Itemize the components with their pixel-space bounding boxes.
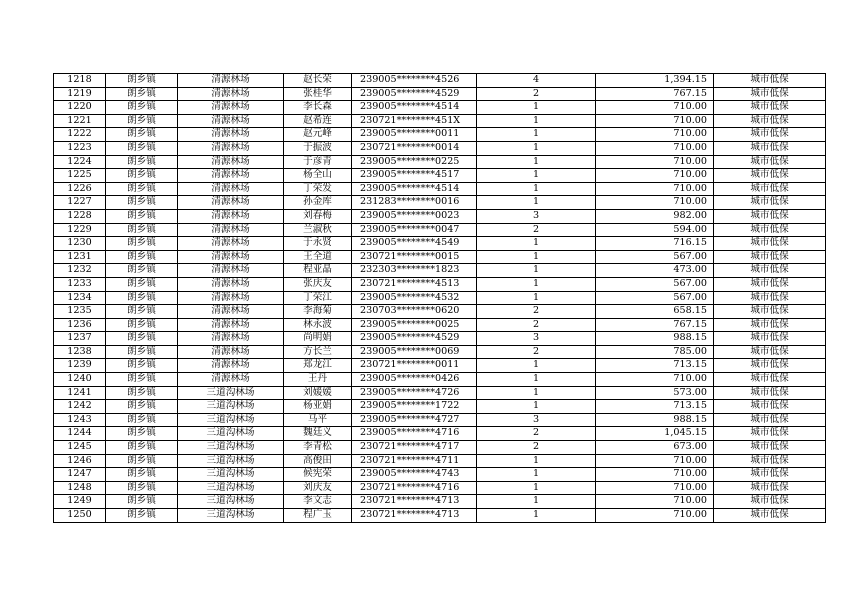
township-cell: 朗乡镇 bbox=[106, 318, 178, 332]
row-number-cell: 1231 bbox=[54, 250, 106, 264]
amount-cell: 594.00 bbox=[596, 223, 714, 237]
id-number-cell: 230721********4713 bbox=[352, 509, 477, 523]
assistance-type-cell: 城市低保 bbox=[714, 87, 826, 101]
person-name-cell: 杨亚娟 bbox=[284, 400, 352, 414]
id-number-cell: 239005********4743 bbox=[352, 468, 477, 482]
township-cell: 朗乡镇 bbox=[106, 427, 178, 441]
assistance-type-cell: 城市低保 bbox=[714, 441, 826, 455]
amount-cell: 567.00 bbox=[596, 277, 714, 291]
forest-farm-cell: 清源林场 bbox=[178, 87, 284, 101]
amount-cell: 710.00 bbox=[596, 481, 714, 495]
amount-cell: 713.15 bbox=[596, 400, 714, 414]
forest-farm-cell: 清源林场 bbox=[178, 250, 284, 264]
amount-cell: 710.00 bbox=[596, 373, 714, 387]
person-name-cell: 丁荣发 bbox=[284, 182, 352, 196]
row-number-cell: 1246 bbox=[54, 454, 106, 468]
assistance-type-cell: 城市低保 bbox=[714, 318, 826, 332]
table-row bbox=[54, 169, 826, 183]
forest-farm-cell: 清源林场 bbox=[178, 291, 284, 305]
person-name-cell: 杨全山 bbox=[284, 169, 352, 183]
row-number-cell: 1223 bbox=[54, 141, 106, 155]
table-row bbox=[54, 87, 826, 101]
household-size-cell: 1 bbox=[477, 481, 596, 495]
table-row bbox=[54, 509, 826, 523]
township-cell: 朗乡镇 bbox=[106, 182, 178, 196]
row-number-cell: 1239 bbox=[54, 359, 106, 373]
row-number-cell: 1230 bbox=[54, 237, 106, 251]
id-number-cell: 230721********4716 bbox=[352, 481, 477, 495]
household-size-cell: 2 bbox=[477, 87, 596, 101]
id-number-cell: 230721********0014 bbox=[352, 141, 477, 155]
table-row bbox=[54, 481, 826, 495]
household-size-cell: 1 bbox=[477, 400, 596, 414]
amount-cell: 473.00 bbox=[596, 264, 714, 278]
table-row bbox=[54, 454, 826, 468]
township-cell: 朗乡镇 bbox=[106, 196, 178, 210]
person-name-cell: 刘春梅 bbox=[284, 209, 352, 223]
assistance-type-cell: 城市低保 bbox=[714, 291, 826, 305]
id-number-cell: 239005********4529 bbox=[352, 87, 477, 101]
township-cell: 朗乡镇 bbox=[106, 495, 178, 509]
amount-cell: 710.00 bbox=[596, 114, 714, 128]
table-row bbox=[54, 128, 826, 142]
assistance-type-cell: 城市低保 bbox=[714, 141, 826, 155]
household-size-cell: 1 bbox=[477, 128, 596, 142]
household-size-cell: 1 bbox=[477, 373, 596, 387]
township-cell: 朗乡镇 bbox=[106, 209, 178, 223]
table-row bbox=[54, 441, 826, 455]
row-number-cell: 1245 bbox=[54, 441, 106, 455]
person-name-cell: 李文志 bbox=[284, 495, 352, 509]
township-cell: 朗乡镇 bbox=[106, 114, 178, 128]
row-number-cell: 1232 bbox=[54, 264, 106, 278]
amount-cell: 716.15 bbox=[596, 237, 714, 251]
id-number-cell: 230721********4713 bbox=[352, 495, 477, 509]
household-size-cell: 4 bbox=[477, 74, 596, 88]
assistance-type-cell: 城市低保 bbox=[714, 386, 826, 400]
household-size-cell: 2 bbox=[477, 223, 596, 237]
household-size-cell: 1 bbox=[477, 264, 596, 278]
forest-farm-cell: 清源林场 bbox=[178, 318, 284, 332]
row-number-cell: 1229 bbox=[54, 223, 106, 237]
assistance-type-cell: 城市低保 bbox=[714, 373, 826, 387]
id-number-cell: 231283********0016 bbox=[352, 196, 477, 210]
assistance-type-cell: 城市低保 bbox=[714, 101, 826, 115]
table-row bbox=[54, 386, 826, 400]
table-row bbox=[54, 101, 826, 115]
amount-cell: 673.00 bbox=[596, 441, 714, 455]
table-row bbox=[54, 277, 826, 291]
township-cell: 朗乡镇 bbox=[106, 74, 178, 88]
person-name-cell: 赵元峰 bbox=[284, 128, 352, 142]
id-number-cell: 239005********0225 bbox=[352, 155, 477, 169]
table-row bbox=[54, 74, 826, 88]
id-number-cell: 239005********0025 bbox=[352, 318, 477, 332]
row-number-cell: 1244 bbox=[54, 427, 106, 441]
township-cell: 朗乡镇 bbox=[106, 359, 178, 373]
id-number-cell: 239005********0426 bbox=[352, 373, 477, 387]
forest-farm-cell: 三道沟林场 bbox=[178, 400, 284, 414]
person-name-cell: 方长兰 bbox=[284, 345, 352, 359]
row-number-cell: 1236 bbox=[54, 318, 106, 332]
table-row bbox=[54, 345, 826, 359]
table-row bbox=[54, 223, 826, 237]
forest-farm-cell: 清源林场 bbox=[178, 74, 284, 88]
township-cell: 朗乡镇 bbox=[106, 87, 178, 101]
assistance-type-cell: 城市低保 bbox=[714, 345, 826, 359]
assistance-type-cell: 城市低保 bbox=[714, 128, 826, 142]
household-size-cell: 1 bbox=[477, 291, 596, 305]
table-row bbox=[54, 400, 826, 414]
id-number-cell: 239005********4514 bbox=[352, 101, 477, 115]
household-size-cell: 1 bbox=[477, 101, 596, 115]
row-number-cell: 1224 bbox=[54, 155, 106, 169]
township-cell: 朗乡镇 bbox=[106, 345, 178, 359]
row-number-cell: 1219 bbox=[54, 87, 106, 101]
id-number-cell: 230703********0620 bbox=[352, 305, 477, 319]
amount-cell: 767.15 bbox=[596, 318, 714, 332]
household-size-cell: 1 bbox=[477, 509, 596, 523]
table-row bbox=[54, 237, 826, 251]
household-size-cell: 2 bbox=[477, 345, 596, 359]
person-name-cell: 王丹 bbox=[284, 373, 352, 387]
forest-farm-cell: 清源林场 bbox=[178, 373, 284, 387]
assistance-type-cell: 城市低保 bbox=[714, 114, 826, 128]
row-number-cell: 1235 bbox=[54, 305, 106, 319]
township-cell: 朗乡镇 bbox=[106, 141, 178, 155]
table-row bbox=[54, 114, 826, 128]
table-row bbox=[54, 182, 826, 196]
row-number-cell: 1247 bbox=[54, 468, 106, 482]
row-number-cell: 1221 bbox=[54, 114, 106, 128]
amount-cell: 710.00 bbox=[596, 468, 714, 482]
row-number-cell: 1243 bbox=[54, 413, 106, 427]
assistance-type-cell: 城市低保 bbox=[714, 169, 826, 183]
person-name-cell: 马平 bbox=[284, 413, 352, 427]
id-number-cell: 230721********0011 bbox=[352, 359, 477, 373]
assistance-type-cell: 城市低保 bbox=[714, 250, 826, 264]
amount-cell: 713.15 bbox=[596, 359, 714, 373]
id-number-cell: 239005********4514 bbox=[352, 182, 477, 196]
forest-farm-cell: 三道沟林场 bbox=[178, 454, 284, 468]
person-name-cell: 张庆友 bbox=[284, 277, 352, 291]
household-size-cell: 1 bbox=[477, 169, 596, 183]
id-number-cell: 239005********4532 bbox=[352, 291, 477, 305]
amount-cell: 710.00 bbox=[596, 141, 714, 155]
assistance-type-cell: 城市低保 bbox=[714, 413, 826, 427]
amount-cell: 567.00 bbox=[596, 250, 714, 264]
township-cell: 朗乡镇 bbox=[106, 155, 178, 169]
amount-cell: 573.00 bbox=[596, 386, 714, 400]
assistance-type-cell: 城市低保 bbox=[714, 182, 826, 196]
household-size-cell: 1 bbox=[477, 277, 596, 291]
forest-farm-cell: 清源林场 bbox=[178, 277, 284, 291]
table-row bbox=[54, 196, 826, 210]
person-name-cell: 李海菊 bbox=[284, 305, 352, 319]
amount-cell: 1,394.15 bbox=[596, 74, 714, 88]
assistance-type-cell: 城市低保 bbox=[714, 454, 826, 468]
township-cell: 朗乡镇 bbox=[106, 291, 178, 305]
forest-farm-cell: 三道沟林场 bbox=[178, 427, 284, 441]
assistance-type-cell: 城市低保 bbox=[714, 332, 826, 346]
household-size-cell: 3 bbox=[477, 209, 596, 223]
township-cell: 朗乡镇 bbox=[106, 169, 178, 183]
forest-farm-cell: 清源林场 bbox=[178, 332, 284, 346]
table-row bbox=[54, 359, 826, 373]
person-name-cell: 王全道 bbox=[284, 250, 352, 264]
person-name-cell: 李长森 bbox=[284, 101, 352, 115]
forest-farm-cell: 清源林场 bbox=[178, 209, 284, 223]
assistance-type-cell: 城市低保 bbox=[714, 400, 826, 414]
township-cell: 朗乡镇 bbox=[106, 332, 178, 346]
table-row bbox=[54, 318, 826, 332]
row-number-cell: 1228 bbox=[54, 209, 106, 223]
household-size-cell: 2 bbox=[477, 441, 596, 455]
id-number-cell: 239005********1722 bbox=[352, 400, 477, 414]
row-number-cell: 1226 bbox=[54, 182, 106, 196]
id-number-cell: 230721********0015 bbox=[352, 250, 477, 264]
forest-farm-cell: 三道沟林场 bbox=[178, 441, 284, 455]
amount-cell: 710.00 bbox=[596, 101, 714, 115]
assistance-type-cell: 城市低保 bbox=[714, 509, 826, 523]
person-name-cell: 兰淑秋 bbox=[284, 223, 352, 237]
amount-cell: 710.00 bbox=[596, 169, 714, 183]
person-name-cell: 于永贤 bbox=[284, 237, 352, 251]
forest-farm-cell: 清源林场 bbox=[178, 196, 284, 210]
township-cell: 朗乡镇 bbox=[106, 468, 178, 482]
household-size-cell: 3 bbox=[477, 332, 596, 346]
row-number-cell: 1241 bbox=[54, 386, 106, 400]
id-number-cell: 230721********4711 bbox=[352, 454, 477, 468]
person-name-cell: 程亚晶 bbox=[284, 264, 352, 278]
assistance-type-cell: 城市低保 bbox=[714, 427, 826, 441]
person-name-cell: 于彦青 bbox=[284, 155, 352, 169]
amount-cell: 710.00 bbox=[596, 495, 714, 509]
assistance-type-cell: 城市低保 bbox=[714, 495, 826, 509]
amount-cell: 710.00 bbox=[596, 155, 714, 169]
assistance-type-cell: 城市低保 bbox=[714, 196, 826, 210]
forest-farm-cell: 三道沟林场 bbox=[178, 481, 284, 495]
assistance-type-cell: 城市低保 bbox=[714, 209, 826, 223]
id-number-cell: 239005********4716 bbox=[352, 427, 477, 441]
forest-farm-cell: 清源林场 bbox=[178, 182, 284, 196]
table-body bbox=[54, 74, 826, 523]
row-number-cell: 1249 bbox=[54, 495, 106, 509]
assistance-type-cell: 城市低保 bbox=[714, 468, 826, 482]
id-number-cell: 239005********0047 bbox=[352, 223, 477, 237]
person-name-cell: 刘庆友 bbox=[284, 481, 352, 495]
table-row bbox=[54, 468, 826, 482]
table-row bbox=[54, 332, 826, 346]
assistance-type-cell: 城市低保 bbox=[714, 359, 826, 373]
household-size-cell: 2 bbox=[477, 305, 596, 319]
forest-farm-cell: 清源林场 bbox=[178, 305, 284, 319]
person-name-cell: 林永波 bbox=[284, 318, 352, 332]
id-number-cell: 230721********451X bbox=[352, 114, 477, 128]
forest-farm-cell: 清源林场 bbox=[178, 155, 284, 169]
forest-farm-cell: 清源林场 bbox=[178, 169, 284, 183]
table-row bbox=[54, 264, 826, 278]
person-name-cell: 张桂华 bbox=[284, 87, 352, 101]
assistance-type-cell: 城市低保 bbox=[714, 237, 826, 251]
table-row bbox=[54, 305, 826, 319]
forest-farm-cell: 清源林场 bbox=[178, 345, 284, 359]
id-number-cell: 239005********4529 bbox=[352, 332, 477, 346]
household-size-cell: 2 bbox=[477, 427, 596, 441]
amount-cell: 710.00 bbox=[596, 196, 714, 210]
forest-farm-cell: 三道沟林场 bbox=[178, 495, 284, 509]
forest-farm-cell: 清源林场 bbox=[178, 141, 284, 155]
amount-cell: 710.00 bbox=[596, 454, 714, 468]
forest-farm-cell: 三道沟林场 bbox=[178, 468, 284, 482]
table-row bbox=[54, 250, 826, 264]
forest-farm-cell: 清源林场 bbox=[178, 114, 284, 128]
row-number-cell: 1227 bbox=[54, 196, 106, 210]
township-cell: 朗乡镇 bbox=[106, 454, 178, 468]
person-name-cell: 赵希连 bbox=[284, 114, 352, 128]
welfare-table bbox=[53, 73, 826, 523]
household-size-cell: 1 bbox=[477, 386, 596, 400]
township-cell: 朗乡镇 bbox=[106, 264, 178, 278]
row-number-cell: 1222 bbox=[54, 128, 106, 142]
table-row bbox=[54, 291, 826, 305]
forest-farm-cell: 清源林场 bbox=[178, 264, 284, 278]
township-cell: 朗乡镇 bbox=[106, 441, 178, 455]
amount-cell: 658.15 bbox=[596, 305, 714, 319]
person-name-cell: 丁荣江 bbox=[284, 291, 352, 305]
assistance-type-cell: 城市低保 bbox=[714, 305, 826, 319]
person-name-cell: 高俊田 bbox=[284, 454, 352, 468]
amount-cell: 710.00 bbox=[596, 128, 714, 142]
township-cell: 朗乡镇 bbox=[106, 481, 178, 495]
id-number-cell: 239005********4549 bbox=[352, 237, 477, 251]
person-name-cell: 于振波 bbox=[284, 141, 352, 155]
row-number-cell: 1250 bbox=[54, 509, 106, 523]
assistance-type-cell: 城市低保 bbox=[714, 74, 826, 88]
table-row bbox=[54, 427, 826, 441]
row-number-cell: 1225 bbox=[54, 169, 106, 183]
household-size-cell: 1 bbox=[477, 250, 596, 264]
township-cell: 朗乡镇 bbox=[106, 509, 178, 523]
township-cell: 朗乡镇 bbox=[106, 400, 178, 414]
row-number-cell: 1218 bbox=[54, 74, 106, 88]
row-number-cell: 1240 bbox=[54, 373, 106, 387]
person-name-cell: 孙金库 bbox=[284, 196, 352, 210]
table-row bbox=[54, 141, 826, 155]
forest-farm-cell: 清源林场 bbox=[178, 237, 284, 251]
forest-farm-cell: 清源林场 bbox=[178, 128, 284, 142]
table-row bbox=[54, 495, 826, 509]
household-size-cell: 1 bbox=[477, 196, 596, 210]
id-number-cell: 230721********4717 bbox=[352, 441, 477, 455]
township-cell: 朗乡镇 bbox=[106, 223, 178, 237]
id-number-cell: 239005********4526 bbox=[352, 74, 477, 88]
amount-cell: 982.00 bbox=[596, 209, 714, 223]
household-size-cell: 1 bbox=[477, 114, 596, 128]
amount-cell: 785.00 bbox=[596, 345, 714, 359]
township-cell: 朗乡镇 bbox=[106, 250, 178, 264]
amount-cell: 988.15 bbox=[596, 413, 714, 427]
township-cell: 朗乡镇 bbox=[106, 305, 178, 319]
amount-cell: 710.00 bbox=[596, 509, 714, 523]
household-size-cell: 1 bbox=[477, 141, 596, 155]
household-size-cell: 1 bbox=[477, 359, 596, 373]
person-name-cell: 程广玉 bbox=[284, 509, 352, 523]
forest-farm-cell: 三道沟林场 bbox=[178, 386, 284, 400]
assistance-type-cell: 城市低保 bbox=[714, 155, 826, 169]
table-row bbox=[54, 209, 826, 223]
id-number-cell: 239005********0023 bbox=[352, 209, 477, 223]
assistance-type-cell: 城市低保 bbox=[714, 481, 826, 495]
id-number-cell: 232303********1823 bbox=[352, 264, 477, 278]
table-row bbox=[54, 373, 826, 387]
assistance-type-cell: 城市低保 bbox=[714, 277, 826, 291]
township-cell: 朗乡镇 bbox=[106, 101, 178, 115]
row-number-cell: 1220 bbox=[54, 101, 106, 115]
forest-farm-cell: 清源林场 bbox=[178, 359, 284, 373]
amount-cell: 710.00 bbox=[596, 182, 714, 196]
household-size-cell: 3 bbox=[477, 413, 596, 427]
id-number-cell: 230721********4513 bbox=[352, 277, 477, 291]
amount-cell: 767.15 bbox=[596, 87, 714, 101]
row-number-cell: 1237 bbox=[54, 332, 106, 346]
forest-farm-cell: 清源林场 bbox=[178, 223, 284, 237]
id-number-cell: 239005********4517 bbox=[352, 169, 477, 183]
forest-farm-cell: 三道沟林场 bbox=[178, 509, 284, 523]
person-name-cell: 刘媛媛 bbox=[284, 386, 352, 400]
township-cell: 朗乡镇 bbox=[106, 373, 178, 387]
person-name-cell: 候宪荣 bbox=[284, 468, 352, 482]
household-size-cell: 1 bbox=[477, 468, 596, 482]
person-name-cell: 魏廷义 bbox=[284, 427, 352, 441]
table-row bbox=[54, 155, 826, 169]
person-name-cell: 李青松 bbox=[284, 441, 352, 455]
assistance-type-cell: 城市低保 bbox=[714, 223, 826, 237]
id-number-cell: 239005********0011 bbox=[352, 128, 477, 142]
household-size-cell: 1 bbox=[477, 237, 596, 251]
township-cell: 朗乡镇 bbox=[106, 128, 178, 142]
row-number-cell: 1238 bbox=[54, 345, 106, 359]
township-cell: 朗乡镇 bbox=[106, 237, 178, 251]
row-number-cell: 1242 bbox=[54, 400, 106, 414]
township-cell: 朗乡镇 bbox=[106, 277, 178, 291]
township-cell: 朗乡镇 bbox=[106, 386, 178, 400]
person-name-cell: 赵长荣 bbox=[284, 74, 352, 88]
household-size-cell: 1 bbox=[477, 495, 596, 509]
amount-cell: 1,045.15 bbox=[596, 427, 714, 441]
id-number-cell: 239005********0069 bbox=[352, 345, 477, 359]
id-number-cell: 239005********4726 bbox=[352, 386, 477, 400]
amount-cell: 988.15 bbox=[596, 332, 714, 346]
household-size-cell: 1 bbox=[477, 182, 596, 196]
household-size-cell: 1 bbox=[477, 454, 596, 468]
assistance-type-cell: 城市低保 bbox=[714, 264, 826, 278]
person-name-cell: 郑龙江 bbox=[284, 359, 352, 373]
id-number-cell: 239005********4727 bbox=[352, 413, 477, 427]
forest-farm-cell: 三道沟林场 bbox=[178, 413, 284, 427]
row-number-cell: 1248 bbox=[54, 481, 106, 495]
household-size-cell: 1 bbox=[477, 155, 596, 169]
amount-cell: 567.00 bbox=[596, 291, 714, 305]
household-size-cell: 2 bbox=[477, 318, 596, 332]
row-number-cell: 1233 bbox=[54, 277, 106, 291]
forest-farm-cell: 清源林场 bbox=[178, 101, 284, 115]
person-name-cell: 尚明娟 bbox=[284, 332, 352, 346]
table-row bbox=[54, 413, 826, 427]
row-number-cell: 1234 bbox=[54, 291, 106, 305]
township-cell: 朗乡镇 bbox=[106, 413, 178, 427]
